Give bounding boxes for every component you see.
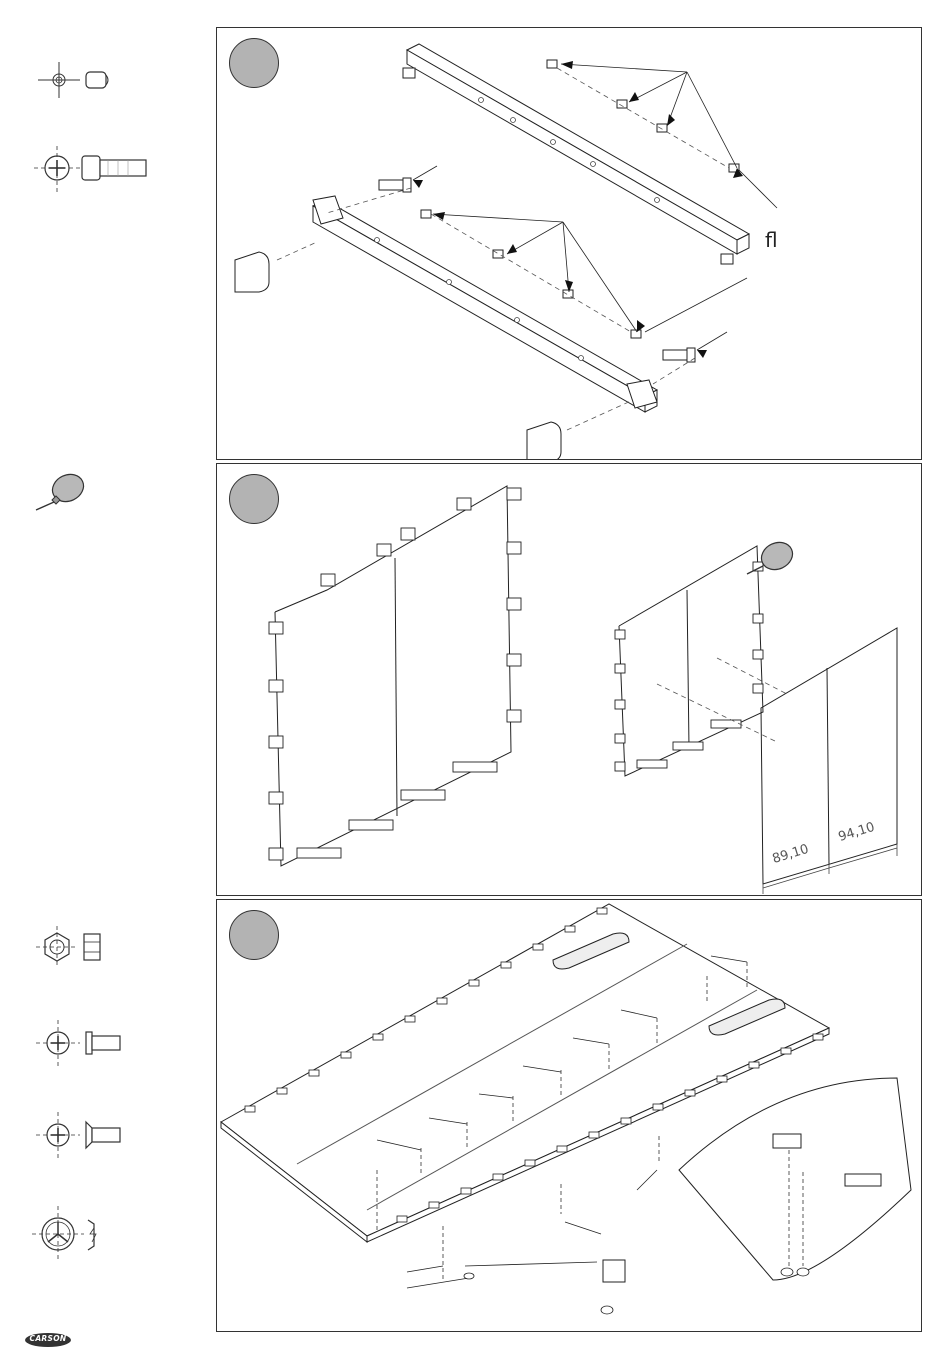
hex-nut-icon bbox=[34, 924, 114, 970]
assembly-step-panel-2 bbox=[216, 463, 922, 896]
dimension-label-left: 89,10 bbox=[770, 841, 811, 867]
glue-bottle-icon bbox=[30, 470, 90, 514]
fl-mark: fl bbox=[765, 228, 778, 252]
screw-crosshair-icon bbox=[30, 144, 160, 194]
floor-plate-diagram bbox=[217, 900, 921, 1331]
logo-text: CARSON bbox=[29, 1334, 67, 1343]
dimension-label-right: 94,10 bbox=[836, 819, 877, 845]
small-nut-crosshair-icon bbox=[36, 60, 116, 100]
side-frame-diagram bbox=[217, 464, 921, 895]
brand-logo bbox=[24, 1332, 72, 1348]
assembly-step-panel-3 bbox=[216, 899, 922, 1332]
self-tapping-screw-icon bbox=[30, 1204, 120, 1264]
flat-head-screw-icon bbox=[34, 1110, 134, 1160]
assembly-step-panel-1 bbox=[216, 27, 922, 460]
frame-rails-diagram bbox=[217, 28, 921, 459]
round-head-screw-icon bbox=[34, 1018, 134, 1068]
